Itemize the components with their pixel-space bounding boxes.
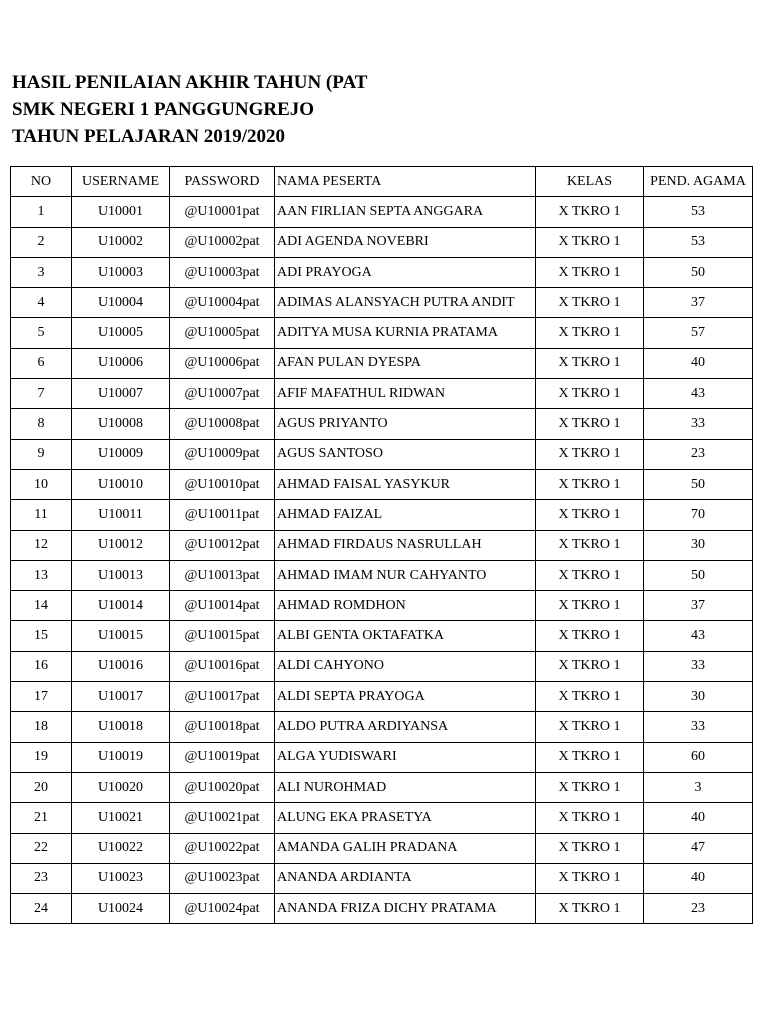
cell-kelas: X TKRO 1 bbox=[536, 863, 644, 893]
cell-no: 9 bbox=[11, 439, 72, 469]
cell-username: U10010 bbox=[72, 469, 170, 499]
cell-nama-peserta: AGUS SANTOSO bbox=[275, 439, 536, 469]
column-header-pend-agama: PEND. AGAMA bbox=[644, 167, 753, 197]
column-header-username: USERNAME bbox=[72, 167, 170, 197]
cell-pend-agama: 53 bbox=[644, 197, 753, 227]
cell-pend-agama: 37 bbox=[644, 591, 753, 621]
cell-nama-peserta: ALDO PUTRA ARDIYANSA bbox=[275, 712, 536, 742]
cell-nama-peserta: AAN FIRLIAN SEPTA ANGGARA bbox=[275, 197, 536, 227]
cell-no: 24 bbox=[11, 894, 72, 924]
cell-username: U10003 bbox=[72, 257, 170, 287]
cell-no: 6 bbox=[11, 348, 72, 378]
cell-username: U10023 bbox=[72, 863, 170, 893]
cell-password: @U10016pat bbox=[170, 651, 275, 681]
cell-kelas: X TKRO 1 bbox=[536, 772, 644, 802]
cell-password: @U10013pat bbox=[170, 560, 275, 590]
cell-username: U10016 bbox=[72, 651, 170, 681]
cell-pend-agama: 33 bbox=[644, 409, 753, 439]
table-header-row bbox=[11, 167, 753, 197]
cell-no: 12 bbox=[11, 530, 72, 560]
table-row bbox=[11, 682, 753, 712]
table-row bbox=[11, 591, 753, 621]
cell-pend-agama: 3 bbox=[644, 772, 753, 802]
cell-no: 5 bbox=[11, 318, 72, 348]
cell-no: 17 bbox=[11, 682, 72, 712]
cell-password: @U10002pat bbox=[170, 227, 275, 257]
cell-no: 11 bbox=[11, 500, 72, 530]
cell-pend-agama: 50 bbox=[644, 560, 753, 590]
cell-kelas: X TKRO 1 bbox=[536, 439, 644, 469]
table-row bbox=[11, 257, 753, 287]
cell-pend-agama: 43 bbox=[644, 379, 753, 409]
table-row bbox=[11, 833, 753, 863]
table-row bbox=[11, 409, 753, 439]
cell-password: @U10015pat bbox=[170, 621, 275, 651]
cell-password: @U10024pat bbox=[170, 894, 275, 924]
cell-pend-agama: 60 bbox=[644, 742, 753, 772]
cell-password: @U10009pat bbox=[170, 439, 275, 469]
cell-username: U10022 bbox=[72, 833, 170, 863]
cell-username: U10009 bbox=[72, 439, 170, 469]
table-row bbox=[11, 439, 753, 469]
cell-nama-peserta: AHMAD FAIZAL bbox=[275, 500, 536, 530]
cell-nama-peserta: AHMAD FAISAL YASYKUR bbox=[275, 469, 536, 499]
cell-password: @U10017pat bbox=[170, 682, 275, 712]
cell-no: 8 bbox=[11, 409, 72, 439]
table-row bbox=[11, 651, 753, 681]
cell-nama-peserta: AMANDA GALIH PRADANA bbox=[275, 833, 536, 863]
cell-nama-peserta: ALBI GENTA OKTAFATKA bbox=[275, 621, 536, 651]
cell-no: 4 bbox=[11, 288, 72, 318]
cell-kelas: X TKRO 1 bbox=[536, 894, 644, 924]
cell-nama-peserta: AFAN PULAN DYESPA bbox=[275, 348, 536, 378]
table-row bbox=[11, 621, 753, 651]
cell-password: @U10020pat bbox=[170, 772, 275, 802]
table-row bbox=[11, 712, 753, 742]
cell-pend-agama: 30 bbox=[644, 682, 753, 712]
cell-username: U10021 bbox=[72, 803, 170, 833]
cell-nama-peserta: ADI PRAYOGA bbox=[275, 257, 536, 287]
cell-password: @U10012pat bbox=[170, 530, 275, 560]
grades-table bbox=[10, 166, 753, 924]
cell-pend-agama: 53 bbox=[644, 227, 753, 257]
table-row bbox=[11, 469, 753, 499]
cell-password: @U10007pat bbox=[170, 379, 275, 409]
cell-password: @U10005pat bbox=[170, 318, 275, 348]
document-header bbox=[12, 69, 367, 150]
cell-nama-peserta: AHMAD FIRDAUS NASRULLAH bbox=[275, 530, 536, 560]
cell-kelas: X TKRO 1 bbox=[536, 257, 644, 287]
cell-nama-peserta: ALUNG EKA PRASETYA bbox=[275, 803, 536, 833]
cell-nama-peserta: AGUS PRIYANTO bbox=[275, 409, 536, 439]
cell-kelas: X TKRO 1 bbox=[536, 803, 644, 833]
table-row bbox=[11, 894, 753, 924]
cell-password: @U10004pat bbox=[170, 288, 275, 318]
cell-username: U10019 bbox=[72, 742, 170, 772]
cell-nama-peserta: ANANDA FRIZA DICHY PRATAMA bbox=[275, 894, 536, 924]
cell-nama-peserta: ANANDA ARDIANTA bbox=[275, 863, 536, 893]
cell-password: @U10011pat bbox=[170, 500, 275, 530]
header-year-line: TAHUN PELAJARAN 2019/2020 bbox=[12, 126, 286, 147]
cell-kelas: X TKRO 1 bbox=[536, 591, 644, 621]
cell-username: U10005 bbox=[72, 318, 170, 348]
cell-kelas: X TKRO 1 bbox=[536, 560, 644, 590]
column-header-no: NO bbox=[11, 167, 72, 197]
cell-no: 7 bbox=[11, 379, 72, 409]
table-row bbox=[11, 500, 753, 530]
cell-kelas: X TKRO 1 bbox=[536, 833, 644, 863]
column-header-kelas: KELAS bbox=[536, 167, 644, 197]
cell-password: @U10010pat bbox=[170, 469, 275, 499]
table-row bbox=[11, 530, 753, 560]
cell-username: U10002 bbox=[72, 227, 170, 257]
cell-pend-agama: 30 bbox=[644, 530, 753, 560]
cell-nama-peserta: AHMAD IMAM NUR CAHYANTO bbox=[275, 560, 536, 590]
cell-kelas: X TKRO 1 bbox=[536, 742, 644, 772]
cell-username: U10007 bbox=[72, 379, 170, 409]
cell-password: @U10019pat bbox=[170, 742, 275, 772]
table-row bbox=[11, 379, 753, 409]
table-row bbox=[11, 288, 753, 318]
cell-no: 14 bbox=[11, 591, 72, 621]
cell-no: 16 bbox=[11, 651, 72, 681]
cell-nama-peserta: ADI AGENDA NOVEBRI bbox=[275, 227, 536, 257]
cell-password: @U10003pat bbox=[170, 257, 275, 287]
cell-username: U10006 bbox=[72, 348, 170, 378]
cell-nama-peserta: ADITYA MUSA KURNIA PRATAMA bbox=[275, 318, 536, 348]
cell-no: 3 bbox=[11, 257, 72, 287]
cell-no: 13 bbox=[11, 560, 72, 590]
cell-password: @U10021pat bbox=[170, 803, 275, 833]
cell-nama-peserta: ALGA YUDISWARI bbox=[275, 742, 536, 772]
cell-password: @U10018pat bbox=[170, 712, 275, 742]
table-row bbox=[11, 742, 753, 772]
cell-pend-agama: 40 bbox=[644, 348, 753, 378]
cell-no: 21 bbox=[11, 803, 72, 833]
cell-username: U10013 bbox=[72, 560, 170, 590]
cell-kelas: X TKRO 1 bbox=[536, 379, 644, 409]
cell-pend-agama: 43 bbox=[644, 621, 753, 651]
table-row bbox=[11, 318, 753, 348]
cell-pend-agama: 40 bbox=[644, 803, 753, 833]
cell-username: U10008 bbox=[72, 409, 170, 439]
cell-pend-agama: 37 bbox=[644, 288, 753, 318]
cell-pend-agama: 23 bbox=[644, 894, 753, 924]
cell-no: 2 bbox=[11, 227, 72, 257]
cell-kelas: X TKRO 1 bbox=[536, 348, 644, 378]
cell-username: U10017 bbox=[72, 682, 170, 712]
cell-kelas: X TKRO 1 bbox=[536, 682, 644, 712]
cell-password: @U10014pat bbox=[170, 591, 275, 621]
cell-kelas: X TKRO 1 bbox=[536, 500, 644, 530]
cell-pend-agama: 33 bbox=[644, 651, 753, 681]
cell-no: 19 bbox=[11, 742, 72, 772]
cell-password: @U10023pat bbox=[170, 863, 275, 893]
table-row bbox=[11, 803, 753, 833]
table-row bbox=[11, 197, 753, 227]
cell-username: U10011 bbox=[72, 500, 170, 530]
cell-nama-peserta: ALDI CAHYONO bbox=[275, 651, 536, 681]
cell-kelas: X TKRO 1 bbox=[536, 318, 644, 348]
cell-username: U10018 bbox=[72, 712, 170, 742]
cell-username: U10001 bbox=[72, 197, 170, 227]
table-body bbox=[11, 197, 753, 924]
table-row bbox=[11, 348, 753, 378]
header-school-line: SMK NEGERI 1 PANGGUNGREJO bbox=[12, 99, 315, 120]
cell-kelas: X TKRO 1 bbox=[536, 712, 644, 742]
cell-username: U10014 bbox=[72, 591, 170, 621]
cell-pend-agama: 40 bbox=[644, 863, 753, 893]
cell-password: @U10022pat bbox=[170, 833, 275, 863]
cell-kelas: X TKRO 1 bbox=[536, 197, 644, 227]
header-title-line: HASIL PENILAIAN AKHIR TAHUN (PAT bbox=[12, 72, 368, 93]
cell-username: U10024 bbox=[72, 894, 170, 924]
cell-username: U10020 bbox=[72, 772, 170, 802]
cell-password: @U10008pat bbox=[170, 409, 275, 439]
cell-pend-agama: 50 bbox=[644, 469, 753, 499]
cell-kelas: X TKRO 1 bbox=[536, 651, 644, 681]
table-row bbox=[11, 863, 753, 893]
cell-password: @U10006pat bbox=[170, 348, 275, 378]
cell-no: 10 bbox=[11, 469, 72, 499]
cell-kelas: X TKRO 1 bbox=[536, 621, 644, 651]
cell-pend-agama: 47 bbox=[644, 833, 753, 863]
cell-kelas: X TKRO 1 bbox=[536, 409, 644, 439]
cell-kelas: X TKRO 1 bbox=[536, 530, 644, 560]
cell-no: 22 bbox=[11, 833, 72, 863]
cell-pend-agama: 33 bbox=[644, 712, 753, 742]
cell-password: @U10001pat bbox=[170, 197, 275, 227]
cell-no: 1 bbox=[11, 197, 72, 227]
cell-nama-peserta: ALDI SEPTA PRAYOGA bbox=[275, 682, 536, 712]
column-header-nama-peserta: NAMA PESERTA bbox=[275, 167, 536, 197]
cell-kelas: X TKRO 1 bbox=[536, 469, 644, 499]
cell-nama-peserta: AHMAD ROMDHON bbox=[275, 591, 536, 621]
cell-no: 23 bbox=[11, 863, 72, 893]
table-row bbox=[11, 560, 753, 590]
cell-username: U10012 bbox=[72, 530, 170, 560]
column-header-password: PASSWORD bbox=[170, 167, 275, 197]
table-row bbox=[11, 227, 753, 257]
cell-username: U10015 bbox=[72, 621, 170, 651]
cell-username: U10004 bbox=[72, 288, 170, 318]
cell-pend-agama: 50 bbox=[644, 257, 753, 287]
cell-nama-peserta: ADIMAS ALANSYACH PUTRA ANDIT bbox=[275, 288, 536, 318]
cell-nama-peserta: ALI NUROHMAD bbox=[275, 772, 536, 802]
cell-kelas: X TKRO 1 bbox=[536, 227, 644, 257]
cell-pend-agama: 57 bbox=[644, 318, 753, 348]
cell-nama-peserta: AFIF MAFATHUL RIDWAN bbox=[275, 379, 536, 409]
cell-no: 15 bbox=[11, 621, 72, 651]
table-row bbox=[11, 772, 753, 802]
cell-no: 20 bbox=[11, 772, 72, 802]
cell-kelas: X TKRO 1 bbox=[536, 288, 644, 318]
cell-no: 18 bbox=[11, 712, 72, 742]
cell-pend-agama: 23 bbox=[644, 439, 753, 469]
cell-pend-agama: 70 bbox=[644, 500, 753, 530]
